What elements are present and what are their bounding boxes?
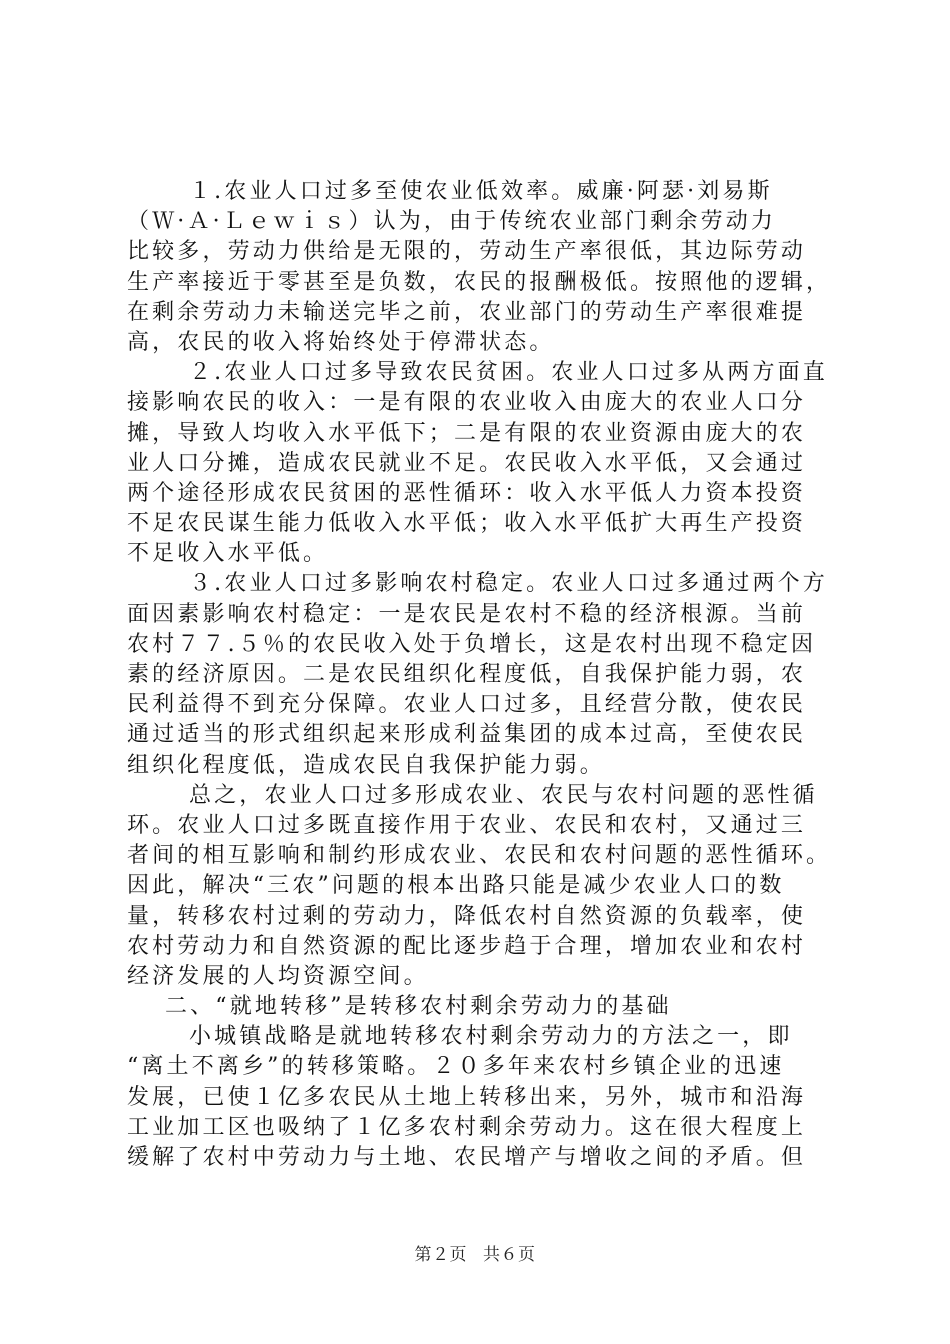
page-number: 第２页 bbox=[414, 1245, 468, 1265]
text-line: 量，转移农村过剩的劳动力，降低农村自然资源的负载率，使 bbox=[127, 903, 807, 929]
text-line: 比较多，劳动力供给是无限的，劳动生产率很低，其边际劳动 bbox=[127, 239, 807, 265]
text-line: １.农业人口过多至使农业低效率。威廉·阿瑟·刘易斯 bbox=[189, 179, 773, 204]
text-line: 农村劳动力和自然资源的配比逐步趋于合理，增加农业和农村 bbox=[127, 933, 807, 959]
text-line: 经济发展的人均资源空间。 bbox=[127, 963, 429, 989]
text-line: 环。农业人口过多既直接作用于农业、农民和农村，又通过三 bbox=[127, 812, 807, 838]
text-line: 民利益得不到充分保障。农业人口过多，且经营分散，使农民 bbox=[127, 692, 807, 718]
document-body bbox=[127, 177, 835, 1173]
page-footer bbox=[0, 1240, 950, 1265]
text-line: 生产率接近于零甚至是负数，农民的报酬极低。按照他的逻辑， bbox=[127, 269, 832, 295]
text-line: 通过适当的形式组织起来形成利益集团的成本过高，至使农民 bbox=[127, 722, 807, 748]
text-line: 高，农民的收入将始终处于停滞状态。 bbox=[127, 329, 555, 355]
text-line: ３.农业人口过多影响农村稳定。农业人口过多通过两个方 bbox=[189, 571, 828, 597]
text-line: ２.农业人口过多导致农民贫困。农业人口过多从两方面直 bbox=[189, 360, 828, 386]
text-line: 农村７７.５％的农民收入处于负增长，这是农村出现不稳定因 bbox=[127, 631, 817, 657]
text-line: 不足收入水平低。 bbox=[127, 541, 329, 567]
text-line: 组织化程度低，造成农民自我保护能力弱。 bbox=[127, 752, 605, 778]
text-line: 接影响农民的收入：一是有限的农业收入由庞大的农业人口分 bbox=[127, 390, 807, 416]
text-line: 不足农民谋生能力低收入水平低；收入水平低扩大再生产投资 bbox=[127, 511, 807, 537]
text-line: 总之，农业人口过多形成农业、农民与农村问题的恶性循 bbox=[189, 782, 818, 808]
page-total: 共６页 bbox=[482, 1245, 536, 1265]
text-line: 素的经济原因。二是农民组织化程度低，自我保护能力弱，农 bbox=[127, 662, 807, 687]
text-line: 面因素影响农村稳定：一是农民是农村不稳的经济根源。当前 bbox=[127, 601, 807, 627]
text-line: 发展，已使１亿多农民从土地上转移出来，另外，城市和沿海 bbox=[127, 1084, 807, 1110]
text-line: （Ｗ·Ａ·Ｌｅｗｉｓ）认为，由于传统农业部门剩余劳动力 bbox=[127, 209, 777, 235]
text-line: 工业加工区也吸纳了１亿多农村剩余劳动力。这在很大程度上 bbox=[127, 1114, 807, 1140]
text-line: “离土不离乡”的转移策略。２０多年来农村乡镇企业的迅速 bbox=[127, 1054, 785, 1080]
text-line: 在剩余劳动力未输送完毕之前，农业部门的劳动生产率很难提 bbox=[127, 299, 807, 325]
text-line: 缓解了农村中劳动力与土地、农民增产与增收之间的矛盾。但 bbox=[127, 1145, 807, 1170]
text-line: 小城镇战略是就地转移农村剩余劳动力的方法之一，即 bbox=[189, 1024, 793, 1050]
text-line: 摊，导致人均收入水平低下；二是有限的农业资源由庞大的农 bbox=[127, 420, 807, 446]
text-line: 两个途径形成农民贫困的恶性循环：收入水平低人力资本投资 bbox=[127, 480, 807, 506]
text-line: 因此，解决“三农”问题的根本出路只能是减少农业人口的数 bbox=[127, 873, 785, 899]
text-line: 业人口分摊，造成农民就业不足。农民收入水平低，又会通过 bbox=[127, 450, 807, 476]
section-heading: 二、“就地转移”是转移农村剩余劳动力的基础 bbox=[165, 994, 672, 1020]
text-line: 者间的相互影响和制约形成农业、农民和农村问题的恶性循环。 bbox=[127, 843, 832, 869]
